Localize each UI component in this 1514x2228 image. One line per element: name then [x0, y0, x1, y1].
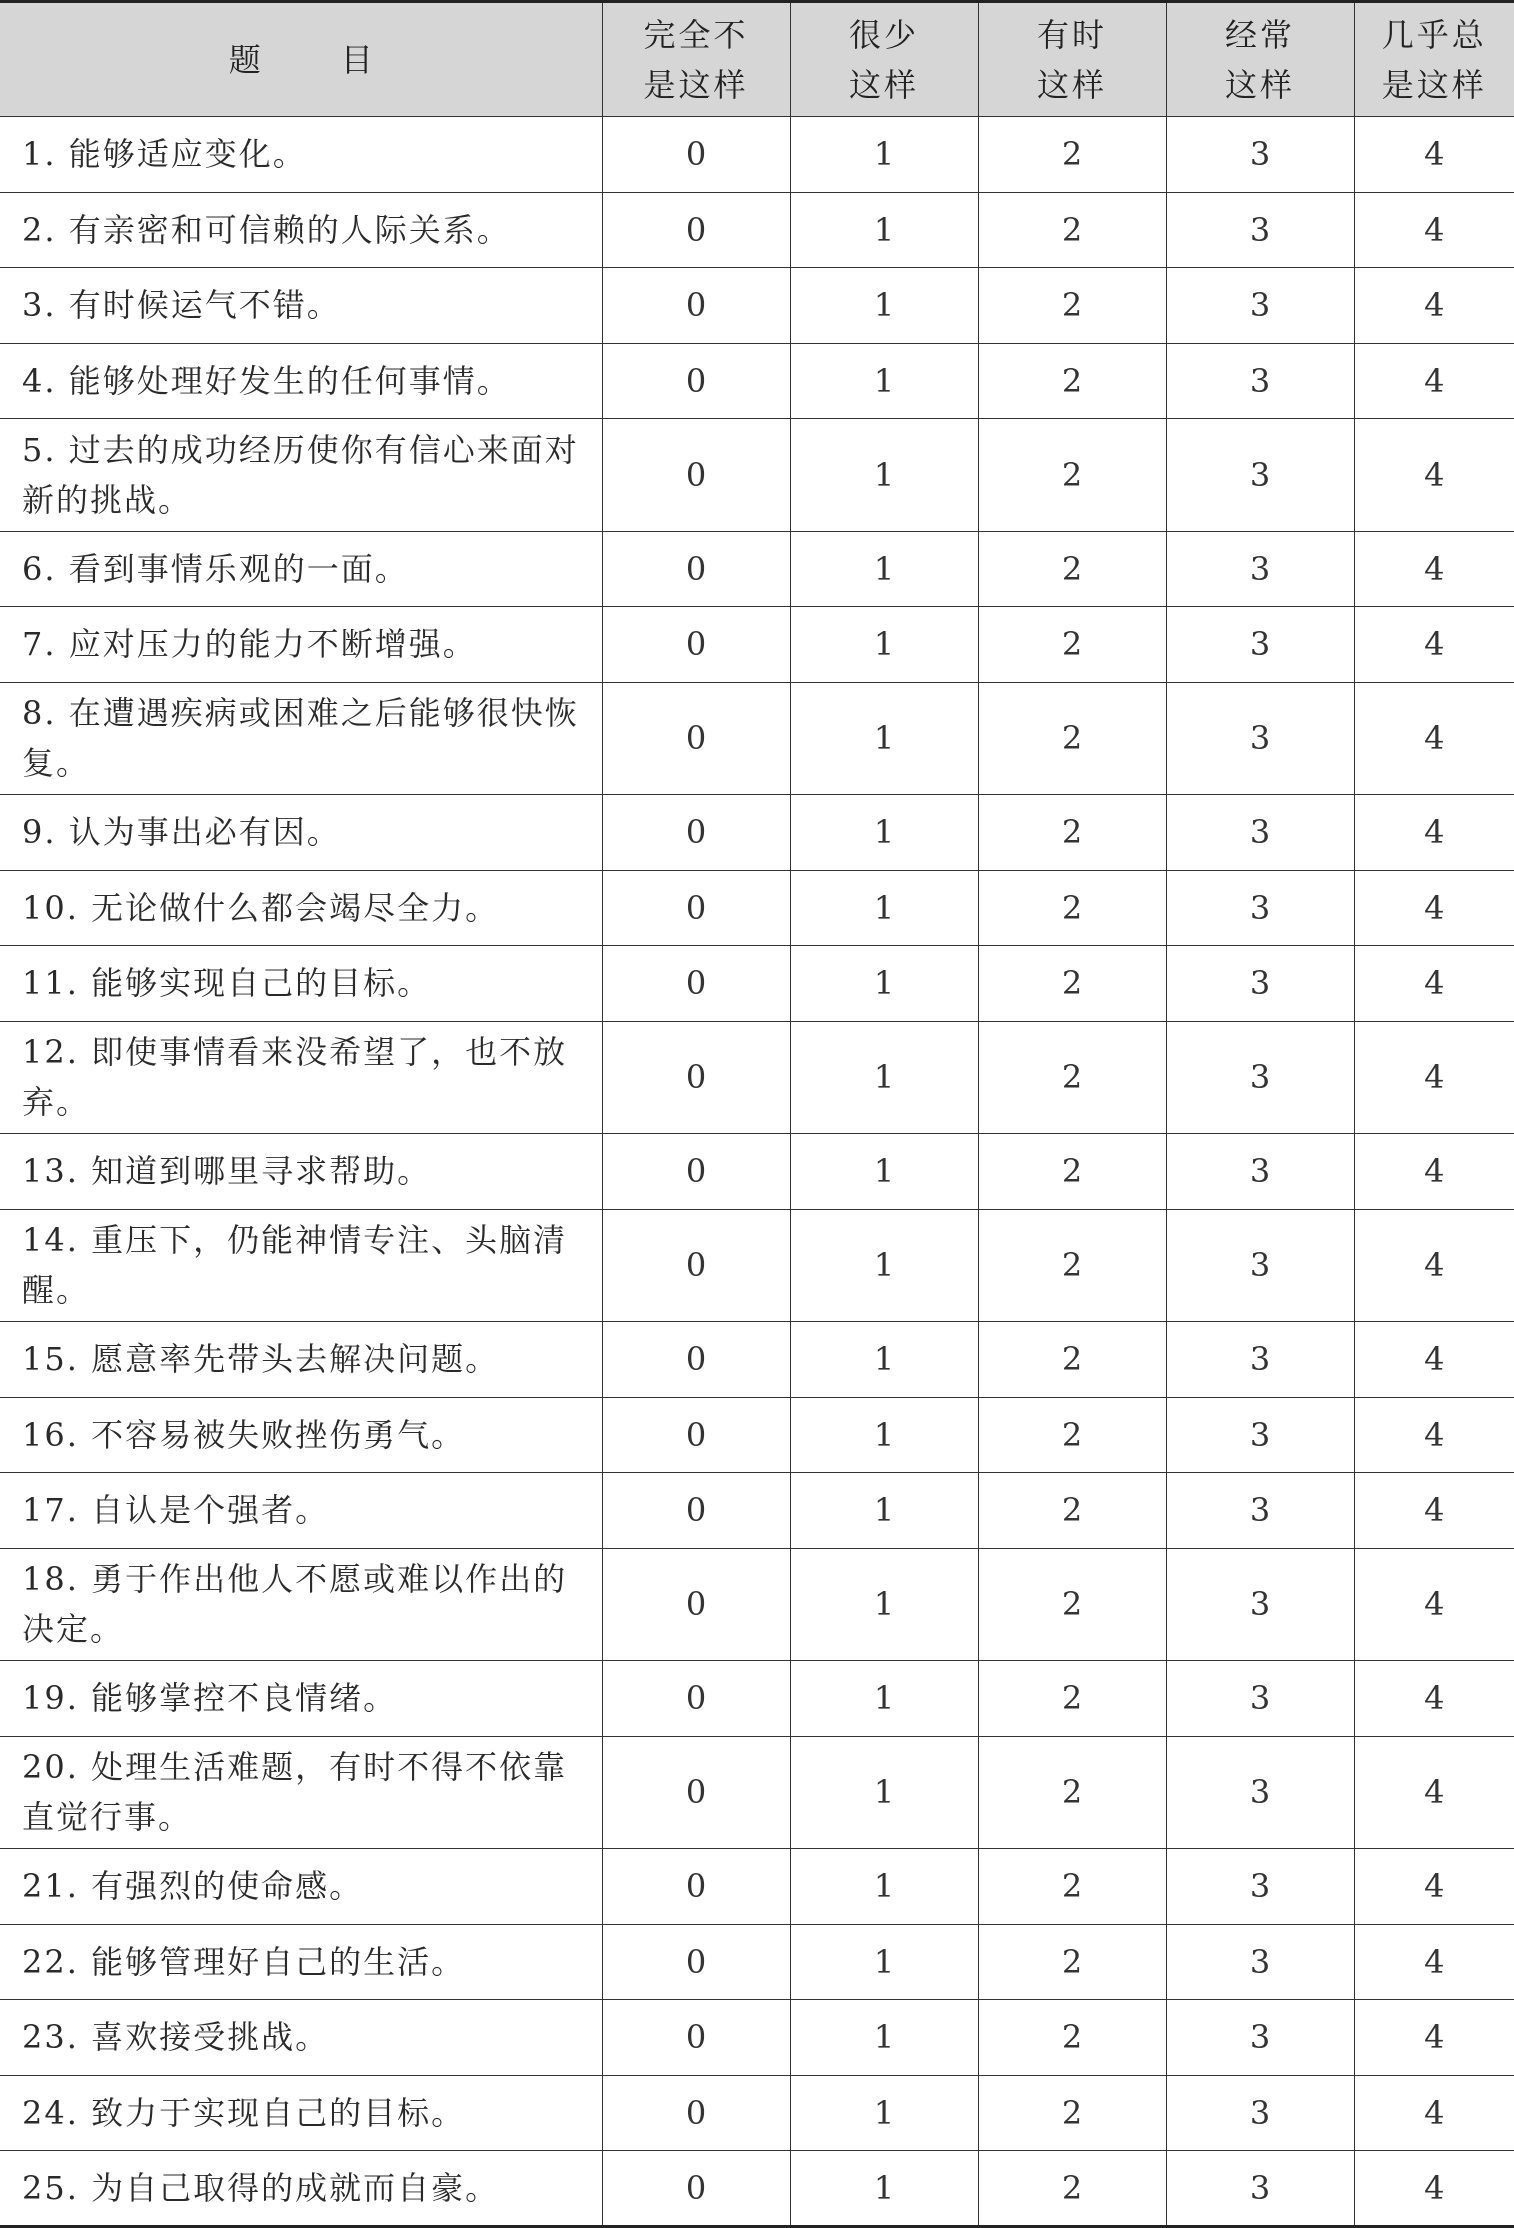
score-cell-option-2[interactable]: 2 — [978, 682, 1166, 795]
score-cell-option-1[interactable]: 1 — [790, 870, 978, 946]
table-row — [0, 607, 1514, 683]
score-cell-option-1[interactable]: 1 — [790, 2000, 978, 2076]
score-cell-option-3[interactable]: 3 — [1166, 2000, 1354, 2076]
score-cell-option-0[interactable]: 0 — [602, 1209, 790, 1322]
header-option-2 — [978, 2, 1166, 117]
score-cell-option-1[interactable]: 1 — [790, 1661, 978, 1737]
score-cell-option-4[interactable]: 4 — [1354, 1661, 1514, 1737]
item-text: 14. 重压下，仍能神情专注、头脑清醒。 — [0, 1209, 602, 1322]
score-cell-option-4[interactable]: 4 — [1354, 1548, 1514, 1661]
item-text: 23. 喜欢接受挑战。 — [0, 2000, 602, 2076]
score-cell-option-1[interactable]: 1 — [790, 2151, 978, 2227]
score-cell-option-1[interactable]: 1 — [790, 1209, 978, 1322]
score-cell-option-3[interactable]: 3 — [1166, 1849, 1354, 1925]
item-text: 9. 认为事出必有因。 — [0, 795, 602, 871]
score-cell-option-4[interactable]: 4 — [1354, 1473, 1514, 1549]
table-row — [0, 2075, 1514, 2151]
score-cell-option-2[interactable]: 2 — [978, 946, 1166, 1022]
score-cell-option-2[interactable]: 2 — [978, 2151, 1166, 2227]
score-cell-option-1[interactable]: 1 — [790, 1736, 978, 1849]
score-cell-option-2[interactable]: 2 — [978, 1661, 1166, 1737]
item-text: 4. 能够处理好发生的任何事情。 — [0, 343, 602, 419]
header-option-0-line-1: 完全不 — [643, 15, 749, 54]
score-cell-option-3[interactable]: 3 — [1166, 795, 1354, 871]
header-option-3-line-1: 经常 — [1224, 15, 1295, 54]
score-cell-option-2[interactable]: 2 — [978, 1021, 1166, 1134]
score-cell-option-0[interactable]: 0 — [602, 946, 790, 1022]
score-cell-option-0[interactable]: 0 — [602, 531, 790, 607]
table-row — [0, 2000, 1514, 2076]
item-text: 6. 看到事情乐观的一面。 — [0, 531, 602, 607]
table-row — [0, 1924, 1514, 2000]
item-text: 25. 为自己取得的成就而自豪。 — [0, 2151, 602, 2227]
score-cell-option-2[interactable]: 2 — [978, 870, 1166, 946]
item-text: 21. 有强烈的使命感。 — [0, 1849, 602, 1925]
score-cell-option-3[interactable]: 3 — [1166, 607, 1354, 683]
score-cell-option-2[interactable]: 2 — [978, 343, 1166, 419]
score-cell-option-1[interactable]: 1 — [790, 607, 978, 683]
table-row — [0, 343, 1514, 419]
header-option-4-line-2: 是这样 — [1381, 65, 1487, 104]
score-cell-option-4[interactable]: 4 — [1354, 1397, 1514, 1473]
score-cell-option-4[interactable]: 4 — [1354, 419, 1514, 532]
score-cell-option-2[interactable]: 2 — [978, 1473, 1166, 1549]
score-cell-option-1[interactable]: 1 — [790, 1021, 978, 1134]
score-cell-option-1[interactable]: 1 — [790, 682, 978, 795]
item-text: 11. 能够实现自己的目标。 — [0, 946, 602, 1022]
table-row — [0, 795, 1514, 871]
score-cell-option-2[interactable]: 2 — [978, 419, 1166, 532]
header-item-char-1: 题 — [228, 40, 261, 79]
table-row — [0, 1322, 1514, 1398]
score-cell-option-1[interactable]: 1 — [790, 531, 978, 607]
score-cell-option-3[interactable]: 3 — [1166, 1134, 1354, 1210]
table-row — [0, 268, 1514, 344]
header-item — [0, 2, 602, 117]
item-text: 5. 过去的成功经历使你有信心来面对新的挑战。 — [0, 419, 602, 532]
score-cell-option-3[interactable]: 3 — [1166, 2075, 1354, 2151]
score-cell-option-0[interactable]: 0 — [602, 419, 790, 532]
score-cell-option-3[interactable]: 3 — [1166, 2151, 1354, 2227]
score-cell-option-4[interactable]: 4 — [1354, 795, 1514, 871]
score-cell-option-2[interactable]: 2 — [978, 1209, 1166, 1322]
score-cell-option-3[interactable]: 3 — [1166, 1209, 1354, 1322]
score-cell-option-0[interactable]: 0 — [602, 1661, 790, 1737]
item-text: 7. 应对压力的能力不断增强。 — [0, 607, 602, 683]
item-text: 12. 即使事情看来没希望了，也不放弃。 — [0, 1021, 602, 1134]
score-cell-option-1[interactable]: 1 — [790, 117, 978, 193]
score-cell-option-0[interactable]: 0 — [602, 1322, 790, 1398]
score-cell-option-3[interactable]: 3 — [1166, 117, 1354, 193]
score-cell-option-0[interactable]: 0 — [602, 1473, 790, 1549]
score-cell-option-2[interactable]: 2 — [978, 1736, 1166, 1849]
score-cell-option-0[interactable]: 0 — [602, 1021, 790, 1134]
score-cell-option-2[interactable]: 2 — [978, 1322, 1166, 1398]
score-cell-option-4[interactable]: 4 — [1354, 1021, 1514, 1134]
item-text: 22. 能够管理好自己的生活。 — [0, 1924, 602, 2000]
score-cell-option-0[interactable]: 0 — [602, 117, 790, 193]
score-cell-option-4[interactable]: 4 — [1354, 1924, 1514, 2000]
table-row — [0, 870, 1514, 946]
table-row — [0, 1397, 1514, 1473]
table-row — [0, 1661, 1514, 1737]
score-cell-option-1[interactable]: 1 — [790, 268, 978, 344]
item-text: 18. 勇于作出他人不愿或难以作出的决定。 — [0, 1548, 602, 1661]
score-cell-option-1[interactable]: 1 — [790, 419, 978, 532]
score-cell-option-3[interactable]: 3 — [1166, 419, 1354, 532]
score-cell-option-4[interactable]: 4 — [1354, 946, 1514, 1022]
score-cell-option-1[interactable]: 1 — [790, 1924, 978, 2000]
score-cell-option-3[interactable]: 3 — [1166, 268, 1354, 344]
header-option-2-line-2: 这样 — [1036, 65, 1107, 104]
score-cell-option-4[interactable]: 4 — [1354, 268, 1514, 344]
score-cell-option-3[interactable]: 3 — [1166, 343, 1354, 419]
score-cell-option-0[interactable]: 0 — [602, 2151, 790, 2227]
score-cell-option-0[interactable]: 0 — [602, 192, 790, 268]
item-text: 1. 能够适应变化。 — [0, 117, 602, 193]
score-cell-option-2[interactable]: 2 — [978, 1548, 1166, 1661]
item-text: 2. 有亲密和可信赖的人际关系。 — [0, 192, 602, 268]
header-option-1 — [790, 2, 978, 117]
score-cell-option-1[interactable]: 1 — [790, 795, 978, 871]
score-cell-option-2[interactable]: 2 — [978, 531, 1166, 607]
score-cell-option-0[interactable]: 0 — [602, 1548, 790, 1661]
score-cell-option-4[interactable]: 4 — [1354, 117, 1514, 193]
table-row — [0, 946, 1514, 1022]
score-cell-option-0[interactable]: 0 — [602, 1397, 790, 1473]
score-cell-option-4[interactable]: 4 — [1354, 1209, 1514, 1322]
item-text: 13. 知道到哪里寻求帮助。 — [0, 1134, 602, 1210]
score-cell-option-0[interactable]: 0 — [602, 682, 790, 795]
score-cell-option-2[interactable]: 2 — [978, 607, 1166, 683]
table-row — [0, 192, 1514, 268]
score-cell-option-2[interactable]: 2 — [978, 192, 1166, 268]
score-cell-option-2[interactable]: 2 — [978, 2000, 1166, 2076]
score-cell-option-4[interactable]: 4 — [1354, 682, 1514, 795]
score-cell-option-3[interactable]: 3 — [1166, 1736, 1354, 1849]
score-cell-option-1[interactable]: 1 — [790, 1397, 978, 1473]
score-cell-option-3[interactable]: 3 — [1166, 1924, 1354, 2000]
score-cell-option-3[interactable]: 3 — [1166, 531, 1354, 607]
score-cell-option-0[interactable]: 0 — [602, 1134, 790, 1210]
header-option-2-line-1: 有时 — [1036, 15, 1107, 54]
table-row — [0, 1548, 1514, 1661]
score-cell-option-3[interactable]: 3 — [1166, 870, 1354, 946]
score-cell-option-3[interactable]: 3 — [1166, 1322, 1354, 1398]
score-cell-option-1[interactable]: 1 — [790, 1849, 978, 1925]
item-text: 24. 致力于实现自己的目标。 — [0, 2075, 602, 2151]
score-cell-option-0[interactable]: 0 — [602, 268, 790, 344]
table-row — [0, 1021, 1514, 1134]
score-cell-option-3[interactable]: 3 — [1166, 1021, 1354, 1134]
score-cell-option-3[interactable]: 3 — [1166, 1397, 1354, 1473]
score-cell-option-4[interactable]: 4 — [1354, 870, 1514, 946]
score-cell-option-3[interactable]: 3 — [1166, 1548, 1354, 1661]
score-cell-option-1[interactable]: 1 — [790, 192, 978, 268]
score-cell-option-4[interactable]: 4 — [1354, 531, 1514, 607]
table-row — [0, 1849, 1514, 1925]
score-cell-option-0[interactable]: 0 — [602, 870, 790, 946]
item-text: 19. 能够掌控不良情绪。 — [0, 1661, 602, 1737]
score-cell-option-4[interactable]: 4 — [1354, 2000, 1514, 2076]
table-row — [0, 1473, 1514, 1549]
score-cell-option-1[interactable]: 1 — [790, 2075, 978, 2151]
item-text: 8. 在遭遇疾病或困难之后能够很快恢复。 — [0, 682, 602, 795]
score-cell-option-1[interactable]: 1 — [790, 343, 978, 419]
score-cell-option-4[interactable]: 4 — [1354, 343, 1514, 419]
table-body — [0, 117, 1514, 2227]
header-option-0-line-2: 是这样 — [643, 65, 749, 104]
header-option-4 — [1354, 2, 1514, 117]
score-cell-option-2[interactable]: 2 — [978, 268, 1166, 344]
header-option-1-line-1: 很少 — [848, 15, 919, 54]
score-cell-option-4[interactable]: 4 — [1354, 2075, 1514, 2151]
item-text: 3. 有时候运气不错。 — [0, 268, 602, 344]
score-cell-option-0[interactable]: 0 — [602, 1736, 790, 1849]
item-text: 10. 无论做什么都会竭尽全力。 — [0, 870, 602, 946]
score-cell-option-4[interactable]: 4 — [1354, 2151, 1514, 2227]
table-row — [0, 531, 1514, 607]
score-cell-option-0[interactable]: 0 — [602, 607, 790, 683]
table-row — [0, 1736, 1514, 1849]
score-cell-option-3[interactable]: 3 — [1166, 682, 1354, 795]
score-cell-option-2[interactable]: 2 — [978, 1924, 1166, 2000]
score-cell-option-0[interactable]: 0 — [602, 1924, 790, 2000]
table-row — [0, 117, 1514, 193]
item-text: 20. 处理生活难题，有时不得不依靠直觉行事。 — [0, 1736, 602, 1849]
score-cell-option-3[interactable]: 3 — [1166, 192, 1354, 268]
table-row — [0, 682, 1514, 795]
table-header — [0, 2, 1514, 117]
header-option-3 — [1166, 2, 1354, 117]
score-cell-option-3[interactable]: 3 — [1166, 1473, 1354, 1549]
item-text: 17. 自认是个强者。 — [0, 1473, 602, 1549]
header-row — [0, 2, 1514, 117]
score-cell-option-2[interactable]: 2 — [978, 117, 1166, 193]
score-cell-option-1[interactable]: 1 — [790, 1473, 978, 1549]
item-text: 15. 愿意率先带头去解决问题。 — [0, 1322, 602, 1398]
score-cell-option-0[interactable]: 0 — [602, 1849, 790, 1925]
header-option-3-line-2: 这样 — [1224, 65, 1295, 104]
header-item-char-2: 目 — [340, 40, 373, 79]
score-cell-option-2[interactable]: 2 — [978, 2075, 1166, 2151]
score-cell-option-2[interactable]: 2 — [978, 795, 1166, 871]
item-text: 16. 不容易被失败挫伤勇气。 — [0, 1397, 602, 1473]
score-cell-option-4[interactable]: 4 — [1354, 1134, 1514, 1210]
table-row — [0, 1209, 1514, 1322]
score-cell-option-4[interactable]: 4 — [1354, 192, 1514, 268]
table-row — [0, 419, 1514, 532]
score-cell-option-0[interactable]: 0 — [602, 2000, 790, 2076]
table-row — [0, 2151, 1514, 2227]
score-cell-option-1[interactable]: 1 — [790, 946, 978, 1022]
table-row — [0, 1134, 1514, 1210]
header-option-4-line-1: 几乎总 — [1381, 15, 1487, 54]
score-cell-option-2[interactable]: 2 — [978, 1849, 1166, 1925]
score-cell-option-3[interactable]: 3 — [1166, 1661, 1354, 1737]
score-cell-option-0[interactable]: 0 — [602, 343, 790, 419]
score-cell-option-2[interactable]: 2 — [978, 1134, 1166, 1210]
header-option-1-line-2: 这样 — [848, 65, 919, 104]
score-cell-option-4[interactable]: 4 — [1354, 1849, 1514, 1925]
score-cell-option-4[interactable]: 4 — [1354, 607, 1514, 683]
score-cell-option-3[interactable]: 3 — [1166, 946, 1354, 1022]
score-cell-option-2[interactable]: 2 — [978, 1397, 1166, 1473]
score-cell-option-0[interactable]: 0 — [602, 795, 790, 871]
score-cell-option-4[interactable]: 4 — [1354, 1322, 1514, 1398]
score-cell-option-4[interactable]: 4 — [1354, 1736, 1514, 1849]
score-cell-option-1[interactable]: 1 — [790, 1322, 978, 1398]
header-option-0 — [602, 2, 790, 117]
score-cell-option-0[interactable]: 0 — [602, 2075, 790, 2151]
score-cell-option-1[interactable]: 1 — [790, 1548, 978, 1661]
score-cell-option-1[interactable]: 1 — [790, 1134, 978, 1210]
